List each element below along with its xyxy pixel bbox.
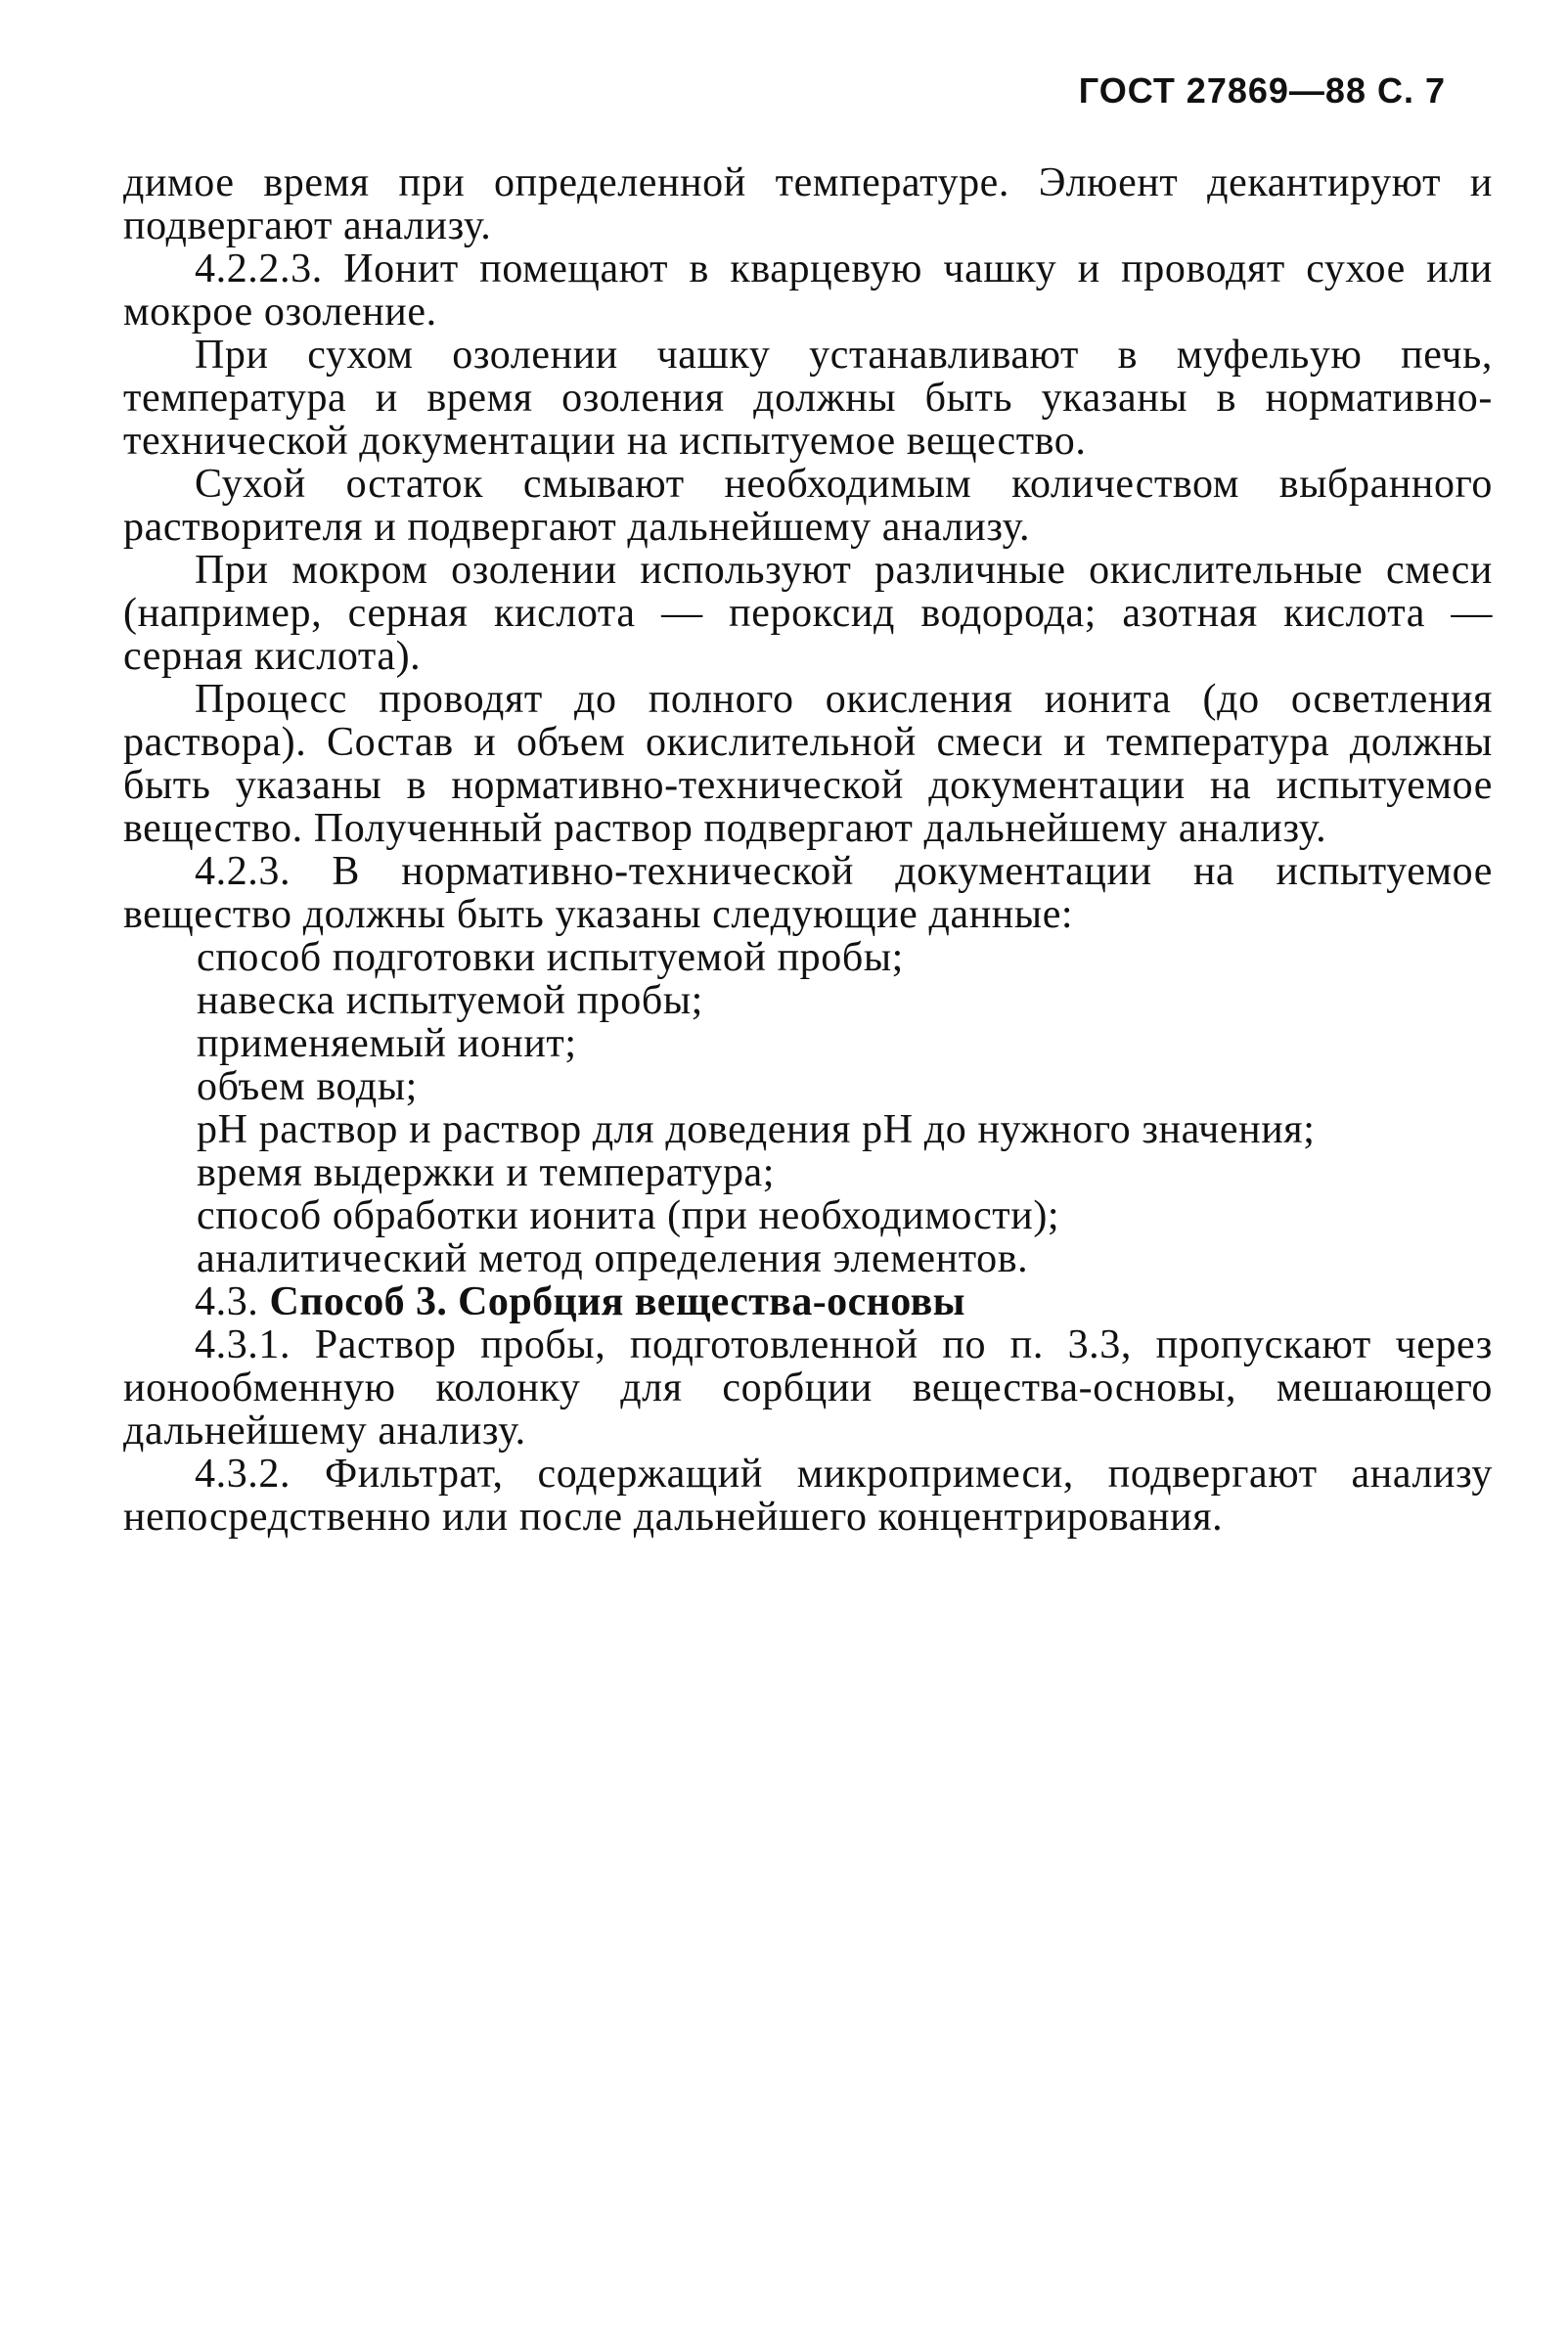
paragraph-dry-residue: Сухой остаток смывают необходимым количеством выбранного растворителя и подвергают дальнейшему анализу. xyxy=(123,462,1493,550)
paragraph-oxidation-process: Процесс проводят до полного окисления ионита (до осветления раствора). Состав и объем окислительной смеси и температура должны быть указаны в нормативно-технической документации на испытуемое вещество. Полученный раствор подвергают дальнейшему анализу. xyxy=(123,677,1493,851)
list-item: способ обработки ионита (при необходимости); xyxy=(197,1193,1060,1238)
list-item: pH раствор и раствор для доведения pH до нужного значения; xyxy=(197,1107,1316,1152)
section-heading-4-3 xyxy=(123,1280,1493,1323)
paragraph-4-3-1: 4.3.1. Раствор пробы, подготовленной по п. 3.3, пропускают через ионообменную колонку для сорбции вещества-основы, мешающего дальнейшему анализу. xyxy=(123,1322,1493,1454)
list-item: применяемый ионит; xyxy=(197,1021,577,1066)
paragraph-4-2-2-3: 4.2.2.3. Ионит помещают в кварцевую чашку и проводят сухое или мокрое озоление. xyxy=(123,246,1493,335)
section-heading-title: Способ 3. Сорбция вещества-основы xyxy=(269,1279,965,1324)
list-item: объем воды; xyxy=(197,1064,418,1109)
paragraph-dry-ashing: При сухом озолении чашку устанавливают в муфельую печь, температура и время озоления должны быть указаны в нормативно-технической документации на испытуемое вещество. xyxy=(123,333,1493,464)
list-item: способ подготовки испытуемой пробы; xyxy=(197,935,904,980)
paragraph-4-3-2: 4.3.2. Фильтрат, содержащий микропримеси, подвергают анализу непосредственно или после дальнейшего концентрирования. xyxy=(123,1452,1493,1540)
section-heading-number: 4.3. xyxy=(195,1279,259,1324)
list-item: время выдержки и температура; xyxy=(197,1150,776,1195)
running-header: ГОСТ 27869—88 С. 7 xyxy=(1078,70,1446,111)
list-item: навеска испытуемой пробы; xyxy=(197,978,703,1023)
paragraph-wet-ashing: При мокром озолении используют различные окислительные смеси (например, серная кислота — пероксид водорода; азотная кислота — серная кислота). xyxy=(123,548,1493,679)
body-text xyxy=(123,161,1493,1539)
paragraph-4-2-3: 4.2.3. В нормативно-технической документации на испытуемое вещество должны быть указаны следующие данные: xyxy=(123,849,1493,937)
list-item: аналитический метод определения элементов. xyxy=(197,1236,1029,1281)
paragraph-continuation: димое время при определенной температуре. Элюент декантируют и подвергают анализу. xyxy=(123,160,1493,248)
